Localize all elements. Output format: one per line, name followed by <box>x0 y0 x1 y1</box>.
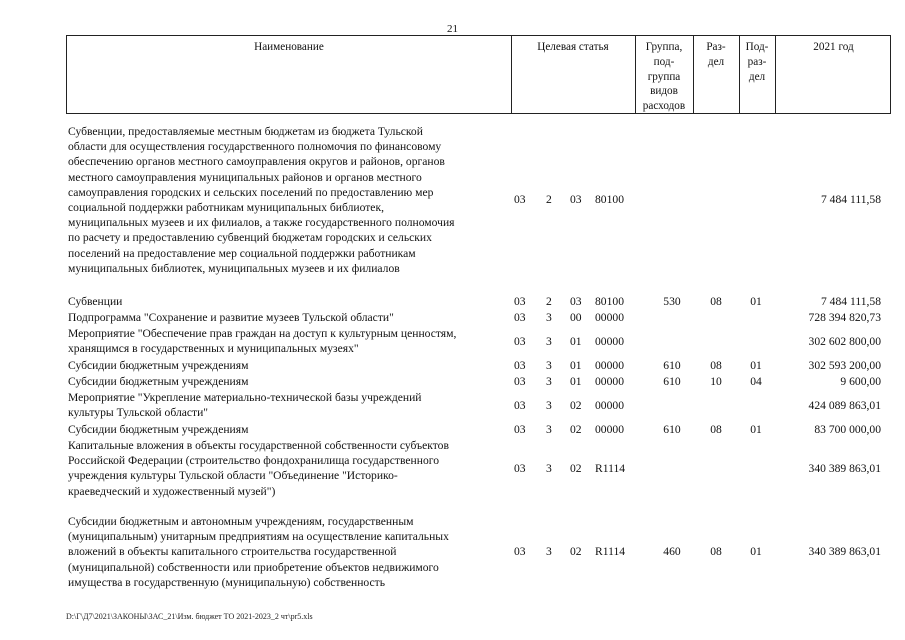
header-name: Наименование <box>254 41 324 53</box>
expense-group-code: 530 <box>663 295 681 308</box>
row-name-line: Субвенции, предоставляемые местным бюджетам из бюджета Тульской <box>68 125 423 138</box>
target-article-event: 02 <box>570 545 582 559</box>
header-year: 2021 год <box>813 41 854 53</box>
target-article-subprogram: 3 <box>546 545 552 559</box>
target-article-program: 03 <box>514 334 526 348</box>
table-row <box>66 124 891 276</box>
target-article-direction: 00000 <box>595 359 624 372</box>
podrazdel-code: 01 <box>750 423 762 436</box>
header-razdel <box>693 40 739 70</box>
header-group-line: группа <box>647 70 681 83</box>
row-name-line: Субсидии бюджетным учреждениям <box>68 359 249 372</box>
amount-2021: 728 394 820,73 <box>808 311 881 324</box>
header-podrazdel-line: Под- <box>745 41 769 53</box>
target-article-subprogram: 3 <box>546 461 552 475</box>
target-article-direction: 00000 <box>595 334 624 348</box>
table-row <box>66 422 891 437</box>
podrazdel-code: 01 <box>750 295 762 308</box>
target-article-subprogram: 3 <box>546 359 552 372</box>
target-article-direction: 00000 <box>595 423 624 436</box>
row-name-line: Мероприятие "Обеспечение прав граждан на доступ к культурным ценностям, <box>68 327 457 340</box>
expense-group-code: 610 <box>663 375 681 388</box>
header-razdel-line: дел <box>707 55 725 68</box>
razdel-code: 08 <box>710 545 722 559</box>
target-article-subprogram: 3 <box>546 398 552 412</box>
amount-2021: 340 389 863,01 <box>808 461 881 475</box>
row-name-line: Подпрограмма "Сохранение и развитие музеев Тульской области" <box>68 311 394 324</box>
target-article-event: 02 <box>570 423 582 436</box>
amount-2021: 302 593 200,00 <box>808 359 881 372</box>
row-name-line: самоуправления городских и сельских поселений по предоставлению мер <box>68 185 434 199</box>
header-expense-group <box>635 40 693 114</box>
amount-2021: 9 600,00 <box>840 375 881 388</box>
target-article-direction: 80100 <box>595 295 624 308</box>
row-name <box>68 422 506 437</box>
header-target-article: Целевая статья <box>537 41 609 53</box>
header-group-line: видов <box>650 85 678 98</box>
target-article-program: 03 <box>514 295 526 308</box>
amount-2021: 7 484 111,58 <box>820 193 881 207</box>
amount-2021: 424 089 863,01 <box>808 398 881 412</box>
target-article-program: 03 <box>514 311 526 324</box>
target-article-event: 03 <box>570 295 582 308</box>
table-header <box>66 35 891 114</box>
row-name-line: местного самоуправления муниципальных районов и органов местного <box>68 170 422 184</box>
row-name-line: вложений в объекты капитального строительства государственной <box>68 545 397 559</box>
target-article-direction: R1114 <box>595 545 626 559</box>
target-article-program: 03 <box>514 375 526 388</box>
row-name <box>68 390 506 420</box>
table-row <box>66 390 891 420</box>
row-name-line: поселений на предоставление мер социальной поддержки работникам <box>68 246 416 260</box>
razdel-code: 08 <box>710 359 722 372</box>
target-article-program: 03 <box>514 359 526 372</box>
target-article-program: 03 <box>514 398 526 412</box>
expense-group-code: 460 <box>663 545 681 559</box>
row-name-line: по расчету и предоставлению субвенций бюджетам городских и сельских <box>68 231 432 245</box>
row-name-line: Субсидии бюджетным учреждениям <box>68 423 249 436</box>
amount-2021: 7 484 111,58 <box>820 295 881 308</box>
target-article-subprogram: 3 <box>546 334 552 348</box>
row-name-line: обеспечению органов местного самоуправления округов и районов, органов <box>68 155 445 169</box>
target-article-subprogram: 2 <box>546 295 552 308</box>
row-name-line: учреждения культуры Тульской области "Объединение "Историко- <box>68 469 398 483</box>
header-group-line: расходов <box>642 100 686 113</box>
target-article-subprogram: 2 <box>546 193 552 207</box>
row-name <box>68 374 506 389</box>
table-row <box>66 326 891 356</box>
target-article-event: 01 <box>570 334 582 348</box>
row-name <box>68 326 506 356</box>
podrazdel-code: 01 <box>750 545 762 559</box>
row-name-line: хранящимся в государственных и муниципальных музеях" <box>68 342 359 356</box>
table-row <box>66 514 891 590</box>
target-article-program: 03 <box>514 193 526 207</box>
table-row <box>66 358 891 373</box>
amount-2021: 340 389 863,01 <box>808 545 881 559</box>
row-name-line: области для осуществления государственного полномочия по финансовому <box>68 140 442 154</box>
target-article-event: 01 <box>570 359 582 372</box>
razdel-code: 10 <box>710 375 722 388</box>
row-name-line: Субвенции <box>68 295 123 308</box>
row-name-line: Мероприятие "Укрепление материально-технической базы учреждений <box>68 391 422 404</box>
target-article-subprogram: 3 <box>546 375 552 388</box>
target-article-event: 01 <box>570 375 582 388</box>
file-path-footer: D:\Г\Д7\2021\ЗАКОНЫ\ЗАС_21\Изм. бюджет ТО 2021-2023_2 чт\pr5.xls <box>66 612 313 621</box>
podrazdel-code: 04 <box>750 375 762 388</box>
target-article-subprogram: 3 <box>546 423 552 436</box>
row-name-line: социальной поддержки работникам муниципальных библиотек, <box>68 201 384 215</box>
table-row <box>66 310 891 325</box>
header-group-line: Группа, <box>645 41 683 53</box>
expense-group-code: 610 <box>663 359 681 372</box>
page-number: 21 <box>447 23 458 35</box>
header-group-line: под- <box>653 55 675 68</box>
row-name-line: краеведческий и художественный музей") <box>68 484 276 498</box>
row-name-line: Российской Федерации (строительство фондохранилища государственного <box>68 454 440 468</box>
target-article-program: 03 <box>514 423 526 436</box>
header-razdel-line: Раз- <box>706 41 726 53</box>
razdel-code: 08 <box>710 295 722 308</box>
row-name <box>68 514 506 590</box>
razdel-code: 08 <box>710 423 722 436</box>
target-article-direction: 00000 <box>595 398 624 412</box>
target-article-direction: 80100 <box>595 193 624 207</box>
target-article-direction: 00000 <box>595 311 624 324</box>
target-article-program: 03 <box>514 545 526 559</box>
row-name <box>68 310 506 325</box>
row-name <box>68 358 506 373</box>
target-article-subprogram: 3 <box>546 311 552 324</box>
target-article-event: 00 <box>570 311 582 324</box>
header-podrazdel-line: дел <box>748 70 766 83</box>
row-name-line: муниципальных библиотек, муниципальных музеев и их филиалов <box>68 261 400 275</box>
target-article-event: 03 <box>570 193 582 207</box>
table-row <box>66 294 891 309</box>
target-article-direction: 00000 <box>595 375 624 388</box>
expense-group-code: 610 <box>663 423 681 436</box>
row-name <box>68 124 506 276</box>
table-row <box>66 374 891 389</box>
row-name-line: Капитальные вложения в объекты государственной собственности субъектов <box>68 439 449 452</box>
podrazdel-code: 01 <box>750 359 762 372</box>
row-name-line: культуры Тульской области" <box>68 406 209 420</box>
table-row <box>66 438 891 499</box>
row-name <box>68 438 506 499</box>
row-name-line: (муниципальным) унитарным предприятиям на осуществление капитальных <box>68 530 449 544</box>
target-article-direction: R1114 <box>595 461 626 475</box>
row-name <box>68 294 506 309</box>
row-name-line: имущества в государственную (муниципальную) собственность <box>68 575 385 589</box>
target-article-event: 02 <box>570 398 582 412</box>
amount-2021: 302 602 800,00 <box>808 334 881 348</box>
row-name-line: (муниципальной) собственности или приобретение объектов недвижимого <box>68 560 439 574</box>
header-podrazdel <box>739 40 775 84</box>
target-article-event: 02 <box>570 461 582 475</box>
row-name-line: муниципальных музеев и их филиалов, а также государственного полномочия <box>68 216 455 230</box>
amount-2021: 83 700 000,00 <box>814 423 881 436</box>
target-article-program: 03 <box>514 461 526 475</box>
header-podrazdel-line: раз- <box>747 55 767 68</box>
row-name-line: Субсидии бюджетным и автономным учреждениям, государственным <box>68 515 414 528</box>
row-name-line: Субсидии бюджетным учреждениям <box>68 375 249 388</box>
